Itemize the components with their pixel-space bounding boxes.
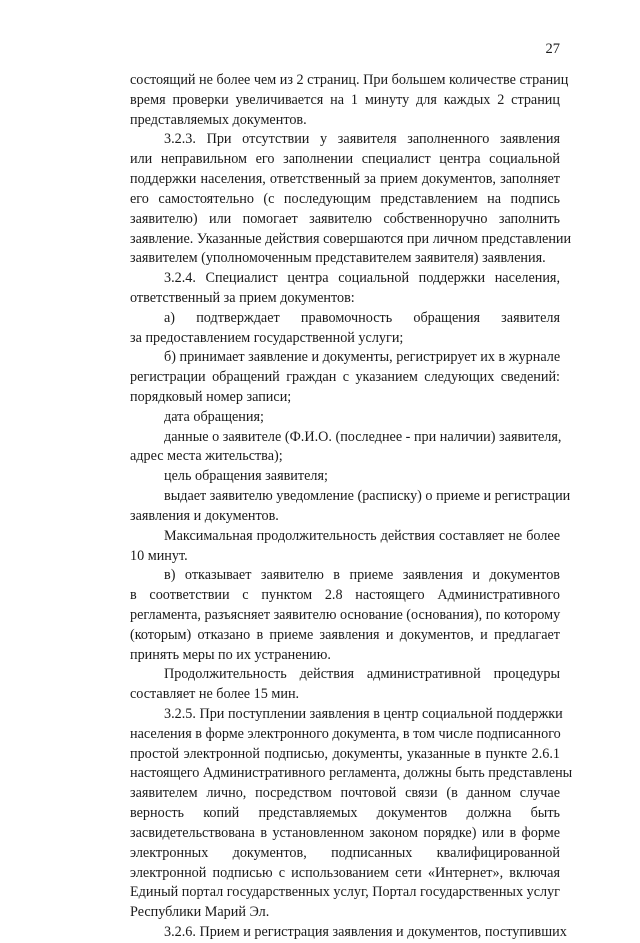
text-line: заявителем лично, посредством почтовой связи (в данном случае (130, 785, 560, 802)
text-line: верность копий представляемых документов должна быть (130, 805, 560, 822)
text-line: или неправильном его заполнении специалист центра социальной (130, 151, 560, 168)
text-line: населения в форме электронного документа, в том числе подписанного (130, 725, 561, 742)
text-line: засвидетельствована в установленном законом порядке) или в форме (130, 824, 560, 841)
text-line: время проверки увеличивается на 1 минуту для каждых 2 страниц (130, 91, 560, 108)
text-line: настоящего Административного регламента, должны быть представлены (130, 765, 573, 782)
text-line: заявление. Указанные действия совершаются при личном представлении (130, 230, 572, 247)
text-line: простой электронной подписью, документы, указанные в пункте 2.6.1 (130, 745, 560, 762)
text-line: 3.2.3. При отсутствии у заявителя заполненного заявления (164, 131, 560, 148)
text-line: в соответствии с пунктом 2.8 настоящего Административного (130, 587, 560, 604)
text-line: Продолжительность действия административной процедуры (164, 666, 560, 683)
text-line: (которым) отказано в приеме заявления и документов, и предлагает (130, 626, 560, 643)
text-line: за предоставлением государственной услуги; (130, 329, 404, 346)
text-line: ответственный за прием документов: (130, 289, 355, 306)
text-line: заявителем (уполномоченным представителем заявителя) заявления. (130, 250, 546, 267)
text-line: цель обращения заявителя; (164, 468, 328, 485)
text-line: а) подтверждает правомочность обращения заявителя (164, 309, 560, 326)
page-number: 27 (545, 41, 560, 57)
text-line: заявителю) или помогает заявителю собственноручно заполнить (130, 210, 560, 227)
text-line: регламента, разъясняет заявителю основание (основания), по которому (130, 606, 561, 623)
text-line: состоящий не более чем из 2 страниц. При большем количестве страниц (130, 72, 569, 88)
text-line: 10 минут. (130, 547, 188, 564)
text-line: Максимальная продолжительность действия составляет не более (164, 527, 560, 544)
text-line: в) отказывает заявителю в приеме заявления и документов (164, 567, 560, 584)
text-line: 3.2.6. Прием и регистрация заявления и документов, поступивших (164, 923, 567, 940)
text-line: 3.2.4. Специалист центра социальной поддержки населения, (164, 270, 560, 287)
text-line: адрес места жительства); (130, 448, 283, 465)
text-line: поддержки населения, ответственный за прием документов, заполняет (130, 171, 560, 188)
text-line: заявления и документов. (130, 507, 279, 524)
text-line: электронных документов, подписанных квалифицированной (130, 844, 560, 861)
text-line: дата обращения; (164, 408, 264, 425)
text-line: порядковый номер записи; (130, 389, 292, 405)
text-line: его самостоятельно (с последующим представлением на подпись (130, 190, 560, 207)
text-line: б) принимает заявление и документы, регистрирует их в журнале (164, 349, 561, 366)
text-line: электронной подписью с использованием сети «Интернет», включая (130, 864, 560, 881)
text-line: 3.2.5. При поступлении заявления в центр социальной поддержки (164, 706, 563, 722)
text-line: принять меры по их устранению. (130, 646, 331, 663)
text-line: данные о заявителе (Ф.И.О. (последнее - при наличии) заявителя, (164, 428, 562, 445)
body-text (130, 71, 573, 943)
text-line: выдает заявителю уведомление (расписку) о приеме и регистрации (164, 488, 571, 505)
text-line: Республики Марий Эл. (130, 904, 270, 921)
text-line: регистрации обращений граждан с указанием следующих сведений: (130, 369, 560, 386)
text-line: Единый портал государственных услуг, Портал государственных услуг (130, 884, 560, 901)
text-line: представляемых документов. (130, 111, 307, 128)
text-line: составляет не более 15 мин. (130, 686, 300, 703)
